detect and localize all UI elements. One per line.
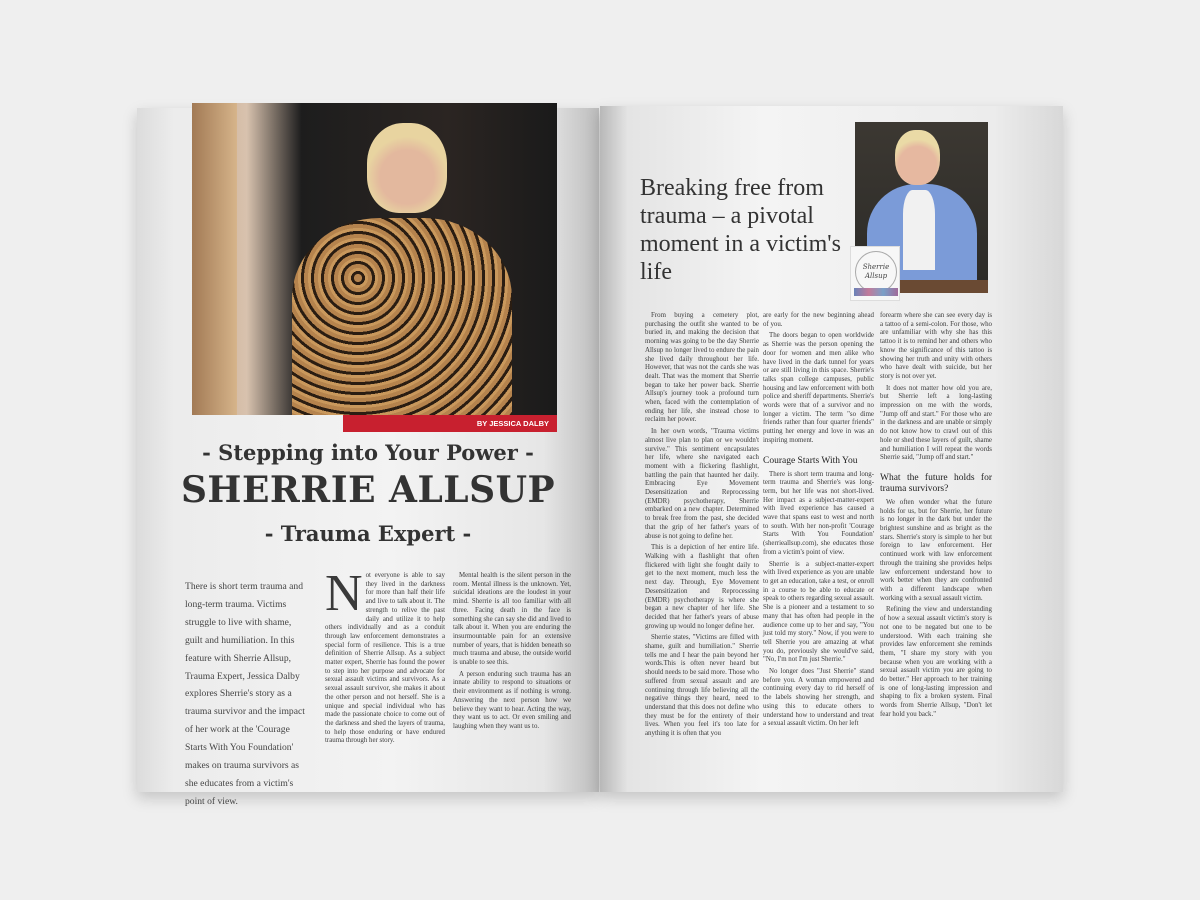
intro-text: There is short term trauma and long-term trauma. Victims struggle to live with shame, guilt and humiliation. In this feature with Sherrie Allsup, Trauma Expert, Jessica Dalby explores Sherrie's story as a trauma survivor and the impact of her work at the 'Courage Starts With You Foundation' makes on trauma survivors as she educates from a victim's point of view. — [185, 581, 305, 807]
logo-circle: Sherrie Allsup — [855, 251, 897, 293]
drop-cap: N — [325, 565, 363, 622]
paragraph: In her own words, "Trauma victims almost live plan to plan or we wouldn't survive." This sentiment encapsulates her life, where she navigated each moment with a flickering flashlight, battling the pain that haunted her daily. Embracing Eye Movement Desensitization and Reprocessing (EMDR) psychotherapy, Sherrie embarked on a new chapter. Determined to break free from the past, she decided that the grip of her father's years of abuse is not going to define her. — [645, 428, 759, 540]
paragraph: A person enduring such trauma has an innate ability to respond to situations or their environment as if nothing is wrong. Answering the next person how we believe they want to hear. Acting the way, they want us to act. Or even smiling and laughing when they want us to. — [453, 670, 571, 730]
body-column-2 — [453, 572, 571, 735]
paragraph: From buying a cemetery plot, purchasing the outfit she wanted to be buried in, and making the decision that morning was going to be the day Sherrie Allsup no longer lived to endure the pain she lived daily throughout her life. However, that was not the cards she was dealt. That was the moment that Sherrie began to take her power back. Sherrie Allsup's journey took a profound turn when, faced with the contemplation of ending her life, she instead chose to reclaim her power. — [645, 312, 759, 424]
subheading-courage-starts-with-you: Courage Starts With You — [763, 455, 858, 466]
byline-bar: BY JESSICA DALBY — [343, 415, 557, 432]
paragraph: This is a depiction of her entire life. Walking with a flashlight that often flickered with light she fought daily to get to the next moment, much less the next day. Through, Eye Movement Desensitization and Reprocessing (EMDR) psychotherapy is where she began a new chapter of her life. She decided that her father's years of abuse growing up would no longer define her. — [645, 544, 759, 630]
logo-floral-decoration — [854, 288, 898, 296]
paragraph: Refining the view and understanding of how a sexual assault victim's story is not one to be negated but one to be understood. With each training she provides law enforcement she reminds them, "I share my story with you because when you are working with a sexual assault victim you are going to do better." Her approach to her training is one of long-lasting impression and shaping to fix a broken system. Final words from Sherrie Allsup, "Don't let fear hold you back." — [880, 606, 992, 718]
paragraph: ot everyone is able to say they lived in the darkness for more than half their life and live to talk about it. The strength to relive the past daily and utilize it to help others individually and as a conduit through law enforcement demonstrates a special form of resilience. This is a true definition of Sherrie Allsup. As a subject matter expert, Sherrie has found the power to step into her purpose and advocate for sexual assault victims and survivors. As a sexual assault survivor, she makes it about the other person and not herself. She is a unique and special individual who has made the passionate choice to come out of the darkness and shed the layers of trauma, to help those enduring or have endured trauma through her story. — [325, 572, 445, 745]
kicker-top: - Stepping into Your Power - — [202, 440, 534, 465]
photo-foreground-person — [192, 103, 237, 415]
photo-subject-head — [367, 123, 447, 213]
paragraph: Sherrie is a subject-matter-expert with lived experience as you are unable to get an education, take a test, or enroll in a course to be able to educate or speak to others regarding sexual assault. She is a pioneer and a testament to so many that has often had people in the audience come up to her and say, "You just told my story." Now, if you were to tell Sherrie you are amazing at what you do, previously she would've said, "No, I'm not I'm just Sherrie." — [763, 560, 874, 664]
paragraph: are early for the new beginning ahead of you. — [763, 312, 874, 328]
paragraph: There is short term trauma and long-term trauma and Sherrie's was long-term, but her life was not short-lived. Her impact as a subject-matter-expert with lived experience has caused a wave that spans east to west and north to south. With her non-profit 'Courage Starts With You Foundation' (sherrieallsup.com), she educates those from a victim's point of view. — [763, 470, 874, 556]
feature-name-title: SHERRIE ALLSUP — [180, 469, 556, 511]
signature-logo — [850, 246, 900, 301]
photo-subject-body — [292, 218, 512, 415]
paragraph: Mental health is the silent person in the room. Mental illness is the unknown. Yet, suicidal ideations are the loudest in your mind. Sherrie is all too familiar with all three. Facing death in the face is something she can say she did and lived to talk about it. When you are enduring the insurmountable pain for an extensive number of years, that is hidden beneath so much trauma and abuse, the outside world is unable to see this. — [453, 572, 571, 667]
article-headline: Breaking free from trauma – a pivotal moment in a victim's life — [640, 175, 841, 285]
paragraph: forearm where she can see every day is a tattoo of a semi-colon. For those, who are unfamiliar with why she has this tattoo it is to remind her and others who know the significance of this tattoo is showing her truth and unity with others who have dealt with suicide, but her story is not over yet. — [880, 312, 992, 380]
paragraph: The doors began to open worldwide as Sherrie was the person opening the door for women and men alike who have lived in the dark tunnel for years or are still living in this space. Sherrie's talks span college campuses, public housing and law enforcement with both police and sheriff departments. Sherrie's words were that of a survivor and no longer a victim. The term "so dime friends rather than four quarter friends" putting her energy and love in was an inspiring moment. — [763, 332, 874, 444]
body-column-1 — [645, 312, 759, 742]
left-page — [137, 108, 599, 807]
paragraph: It does not matter how old you are, but Sherrie left a long-lasting impression on me with the words, "Jump off and start." For those who are in the darkness and are unable or simply do not know how to crawl out of this hole or shed these layers of guilt, shame and humiliation I will repeat the words Sherrie said, "Jump off and start." — [880, 384, 992, 462]
kicker-bottom: - Trauma Expert - — [264, 521, 472, 546]
subheading-future: What the future holds for trauma survivors? — [880, 472, 992, 494]
body-column-2 — [763, 312, 874, 732]
right-page — [600, 106, 1063, 792]
feature-photo-sherrie-at-desk — [192, 103, 557, 415]
photo-subject-shirt — [903, 190, 935, 270]
body-column-3 — [880, 312, 992, 723]
paragraph: No longer does "Just Sherrie" stand before you. A woman empowered and continuing every day to rid herself of the labels showing her strength, and using this to educate others to understand how to understand and treat a sexual assault victim. On her left — [763, 668, 874, 728]
paragraph: We often wonder what the future holds for us, but for Sherrie, her future is no longer in the dark but under the brightest sunshine and as bright as the stars. Sherrie's story is simple to her but foreign to law enforcement. Her continued work with law enforcement through the training she provides helps law enforcement understand how to work better when they are confronted with a different landscape when working with a sexual assault victim. — [880, 498, 992, 602]
photo-subject-head — [895, 130, 940, 185]
paragraph: Sherrie states, "Victims are filled with shame, guilt and humiliation." Sherrie tells me and I hear the pain beyond her words.This is often never heard but should needs to be said more. Those who suffered from sexual assault and are continuing through life believing all the negative things they heard, need to understand that this does not define who they must be for the entirety of their lives. When you feel it's too late for anything it is often that you — [645, 634, 759, 738]
body-column-1 — [325, 565, 445, 749]
